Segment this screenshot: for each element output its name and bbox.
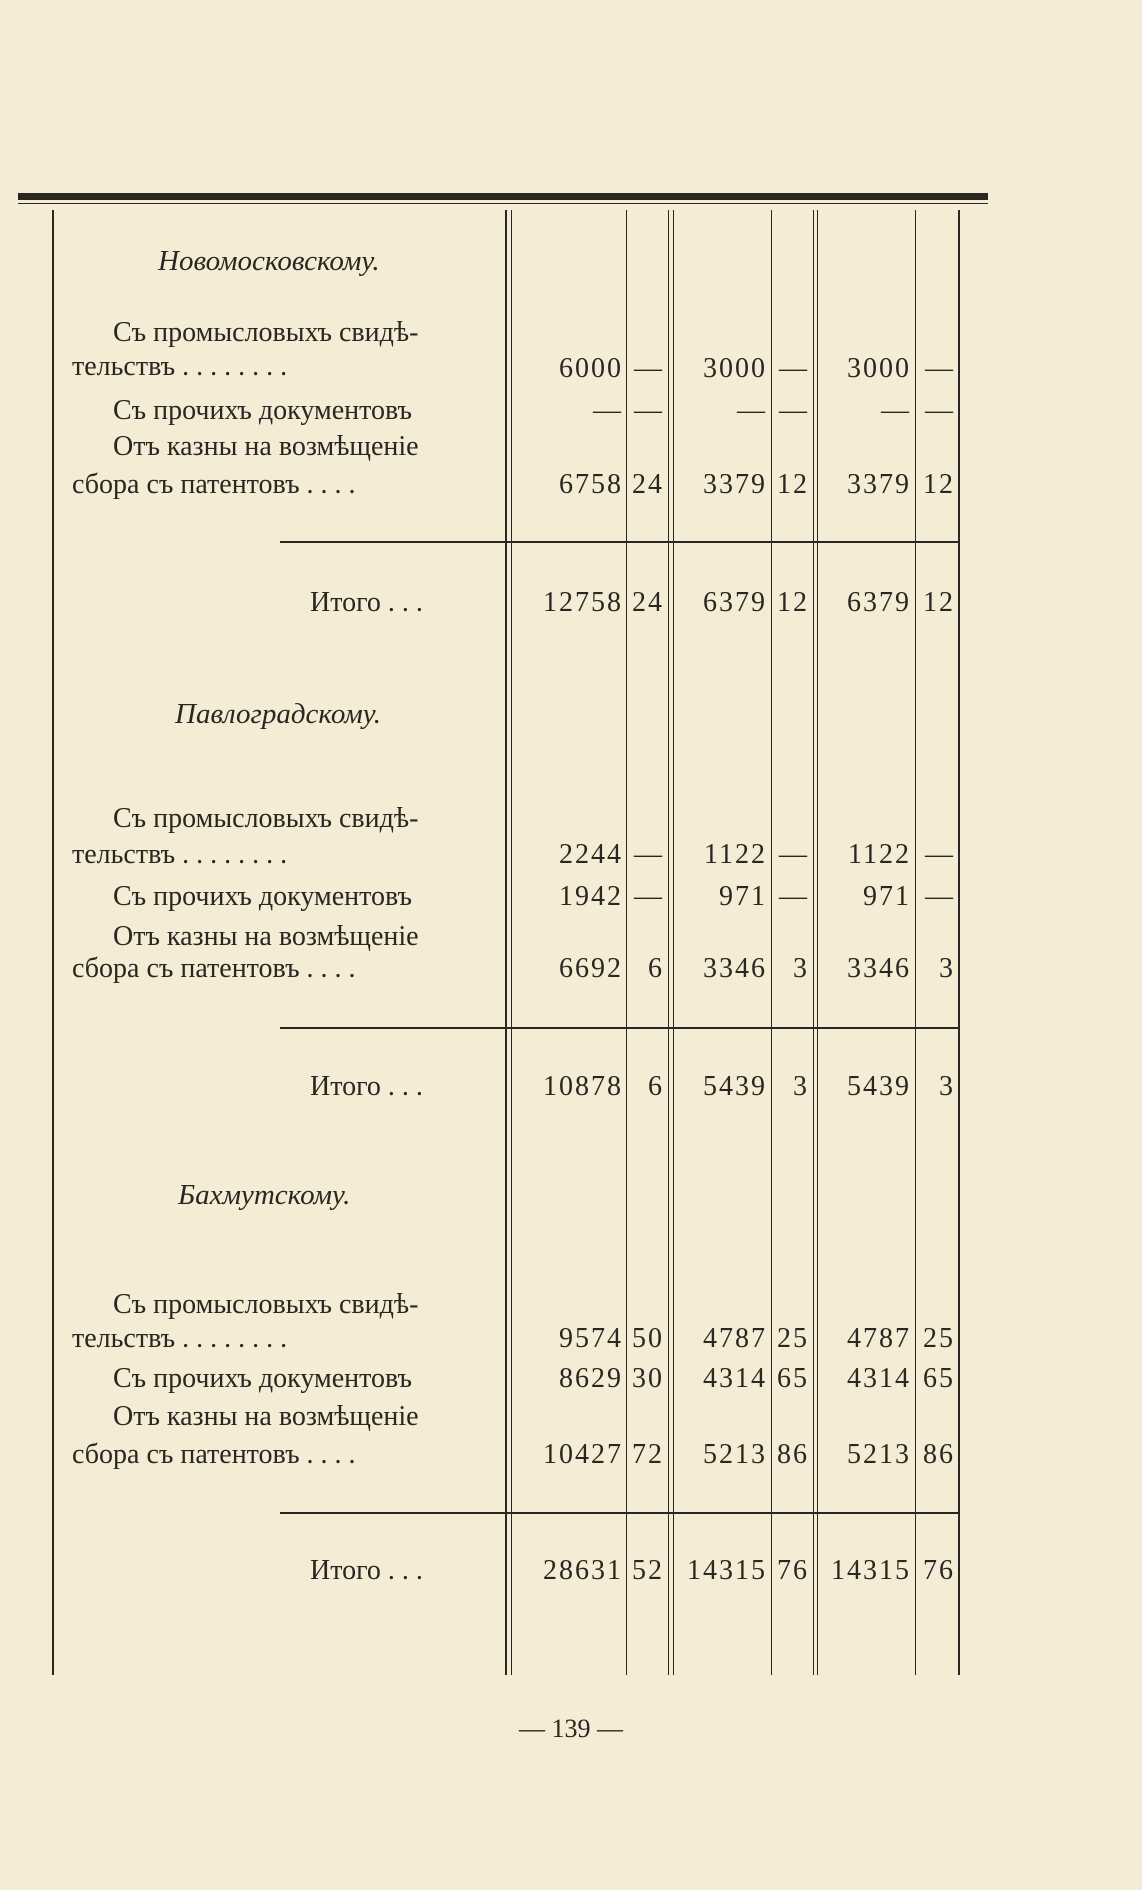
row-label: Отъ казны на возмѣщеніе: [113, 431, 419, 462]
total-rubles: 6379: [703, 587, 767, 618]
row-label: Съ промысловыхъ свидѣ-: [113, 803, 419, 834]
cell-rubles: 6692: [559, 953, 623, 984]
cell-kopecks: 3: [939, 953, 955, 984]
cell-kopecks: —: [634, 881, 664, 912]
total-rubles: 14315: [687, 1555, 767, 1586]
total-rubles: 5439: [847, 1071, 911, 1102]
cell-kopecks: 24: [632, 469, 664, 500]
cell-rubles: 3000: [847, 353, 911, 384]
cell-kopecks: —: [634, 395, 664, 426]
cell-kopecks: 25: [777, 1323, 809, 1354]
total-kopecks: 6: [648, 1071, 664, 1102]
cell-kopecks: 65: [777, 1363, 809, 1394]
cell-kopecks: 86: [923, 1439, 955, 1470]
row-label: Отъ казны на возмѣщеніе: [113, 921, 419, 952]
cell-rubles: 3000: [703, 353, 767, 384]
cell-rubles: 4314: [847, 1363, 911, 1394]
cell-rubles: 971: [863, 881, 911, 912]
cell-kopecks: —: [925, 881, 955, 912]
cell-rubles: 4787: [847, 1323, 911, 1354]
cell-rubles: 9574: [559, 1323, 623, 1354]
total-kopecks: 12: [923, 587, 955, 618]
cell-rubles: 1122: [848, 839, 911, 870]
cell-rubles: 4314: [703, 1363, 767, 1394]
cell-kopecks: 65: [923, 1363, 955, 1394]
cell-kopecks: —: [634, 839, 664, 870]
cell-rubles: 971: [719, 881, 767, 912]
cell-rubles: 6000: [559, 353, 623, 384]
total-rubles: 14315: [831, 1555, 911, 1586]
row-label: сбора съ патентовъ . . . .: [72, 953, 356, 984]
column-line: [958, 210, 960, 1675]
total-kopecks: 76: [777, 1555, 809, 1586]
cell-rubles: —: [737, 395, 767, 426]
column-line: [52, 210, 54, 1675]
cell-kopecks: —: [779, 881, 809, 912]
cell-rubles: 6758: [559, 469, 623, 500]
row-label: Съ прочихъ документовъ: [113, 881, 412, 912]
total-kopecks: 12: [777, 587, 809, 618]
total-rule: [280, 541, 958, 543]
cell-rubles: 3346: [847, 953, 911, 984]
total-label: Итого . . .: [310, 1071, 423, 1102]
cell-rubles: 3379: [703, 469, 767, 500]
cell-rubles: 3379: [847, 469, 911, 500]
column-line: [668, 210, 669, 1675]
total-kopecks: 76: [923, 1555, 955, 1586]
cell-kopecks: 86: [777, 1439, 809, 1470]
cell-kopecks: 30: [632, 1363, 664, 1394]
total-kopecks: 3: [939, 1071, 955, 1102]
cell-kopecks: —: [779, 839, 809, 870]
total-label: Итого . . .: [310, 587, 423, 618]
total-rule: [280, 1027, 958, 1029]
row-label: тельствъ . . . . . . . .: [72, 351, 288, 382]
total-rubles: 12758: [543, 587, 623, 618]
cell-rubles: 1122: [704, 839, 767, 870]
cell-kopecks: 50: [632, 1323, 664, 1354]
total-rubles: 5439: [703, 1071, 767, 1102]
row-label: тельствъ . . . . . . . .: [72, 839, 288, 870]
cell-kopecks: —: [925, 839, 955, 870]
cell-rubles: —: [881, 395, 911, 426]
cell-kopecks: 6: [648, 953, 664, 984]
cell-rubles: —: [593, 395, 623, 426]
total-kopecks: 3: [793, 1071, 809, 1102]
cell-kopecks: —: [634, 353, 664, 384]
total-rubles: 6379: [847, 587, 911, 618]
cell-rubles: 2244: [559, 839, 623, 870]
total-label: Итого . . .: [310, 1555, 423, 1586]
cell-kopecks: —: [779, 395, 809, 426]
row-label: Съ промысловыхъ свидѣ-: [113, 1289, 419, 1320]
cell-rubles: 10427: [543, 1439, 623, 1470]
cell-rubles: 5213: [847, 1439, 911, 1470]
cell-rubles: 4787: [703, 1323, 767, 1354]
row-label: тельствъ . . . . . . . .: [72, 1323, 288, 1354]
total-rule: [280, 1512, 958, 1514]
row-label: Отъ казны на возмѣщеніе: [113, 1401, 419, 1432]
column-line: [813, 210, 814, 1675]
cell-kopecks: —: [779, 353, 809, 384]
section-heading: Новомосковскому.: [158, 245, 380, 277]
total-kopecks: 52: [632, 1555, 664, 1586]
row-label: сбора съ патентовъ . . . .: [72, 469, 356, 500]
column-line: [505, 210, 507, 1675]
cell-rubles: 1942: [559, 881, 623, 912]
row-label: Съ прочихъ документовъ: [113, 1363, 412, 1394]
page-number: — 139 —: [519, 1714, 623, 1743]
row-label: Съ промысловыхъ свидѣ-: [113, 317, 419, 348]
total-kopecks: 24: [632, 587, 664, 618]
top-rule-thin: [18, 203, 988, 204]
cell-kopecks: 25: [923, 1323, 955, 1354]
cell-rubles: 8629: [559, 1363, 623, 1394]
row-label: Съ прочихъ документовъ: [113, 395, 412, 426]
top-rule: [18, 193, 988, 200]
row-label: сбора съ патентовъ . . . .: [72, 1439, 356, 1470]
cell-kopecks: 72: [632, 1439, 664, 1470]
cell-kopecks: 3: [793, 953, 809, 984]
cell-rubles: 5213: [703, 1439, 767, 1470]
cell-kopecks: —: [925, 395, 955, 426]
section-heading: Бахмутскому.: [178, 1179, 351, 1211]
total-rubles: 28631: [543, 1555, 623, 1586]
cell-kopecks: —: [925, 353, 955, 384]
section-heading: Павлоградскому.: [175, 698, 382, 730]
total-rubles: 10878: [543, 1071, 623, 1102]
cell-rubles: 3346: [703, 953, 767, 984]
cell-kopecks: 12: [923, 469, 955, 500]
cell-kopecks: 12: [777, 469, 809, 500]
